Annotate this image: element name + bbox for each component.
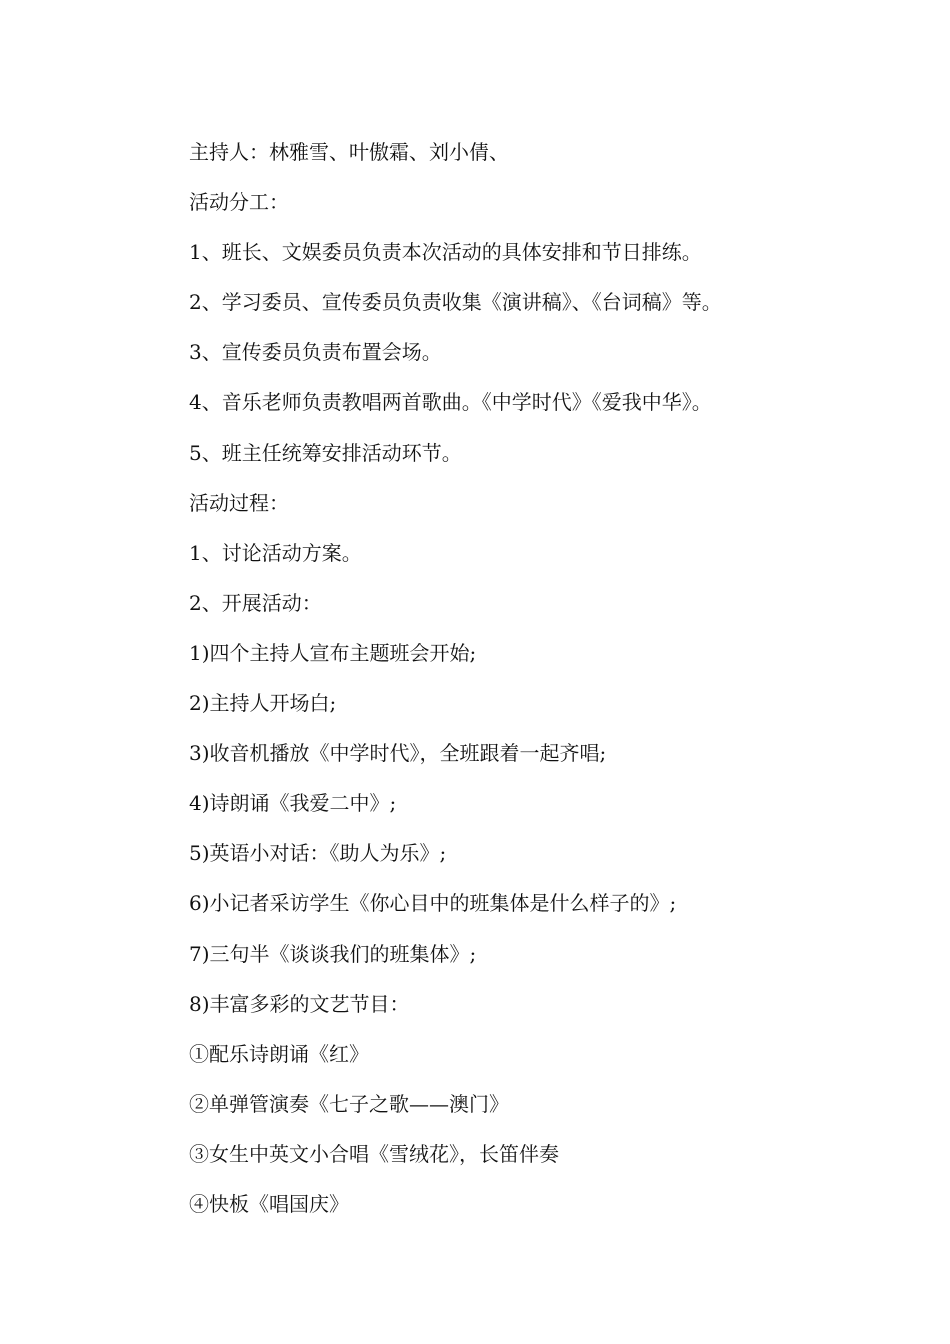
document-body bbox=[189, 130, 919, 1232]
division-item-1: 1、班长、文娱委员负责本次活动的具体安排和节日排练。 bbox=[189, 240, 702, 265]
activity-item-8: 8)丰富多彩的文艺节目： bbox=[189, 991, 410, 1016]
division-item-3: 3、宣传委员负责布置会场。 bbox=[189, 340, 442, 365]
activity-item-4: 4)诗朗诵《我爱二中》; bbox=[189, 791, 397, 816]
activity-item-6: 6)小记者采访学生《你心目中的班集体是什么样子的》; bbox=[189, 891, 677, 916]
process-step-2: 2、开展活动： bbox=[189, 590, 322, 615]
division-item-5: 5、班主任统筹安排活动环节。 bbox=[189, 440, 462, 465]
division-heading: 活动分工： bbox=[189, 190, 289, 215]
activity-item-2: 2)主持人开场白; bbox=[189, 691, 337, 716]
program-item-4: ④快板《唱国庆》 bbox=[189, 1191, 349, 1216]
program-item-3: ③女生中英文小合唱《雪绒花》，长笛伴奏 bbox=[189, 1141, 559, 1166]
activity-item-7: 7)三句半《谈谈我们的班集体》; bbox=[189, 941, 477, 966]
activity-item-3: 3)收音机播放《中学时代》，全班跟着一起齐唱; bbox=[189, 741, 607, 766]
program-item-2: ②单弹管演奏《七子之歌——澳门》 bbox=[189, 1091, 509, 1116]
process-heading: 活动过程： bbox=[189, 490, 289, 515]
division-item-4: 4、音乐老师负责教唱两首歌曲。《中学时代》《爱我中华》。 bbox=[189, 390, 712, 415]
activity-item-1: 1)四个主持人宣布主题班会开始; bbox=[189, 640, 477, 665]
division-item-2: 2、学习委员、宣传委员负责收集《演讲稿》、《台词稿》等。 bbox=[189, 290, 722, 315]
program-item-1: ①配乐诗朗诵《红》 bbox=[189, 1041, 369, 1066]
process-step-1: 1、讨论活动方案。 bbox=[189, 540, 362, 565]
host-line: 主持人：林雅雪、叶傲霜、刘小倩、 bbox=[189, 140, 509, 164]
activity-item-5: 5)英语小对话：《助人为乐》; bbox=[189, 841, 447, 866]
